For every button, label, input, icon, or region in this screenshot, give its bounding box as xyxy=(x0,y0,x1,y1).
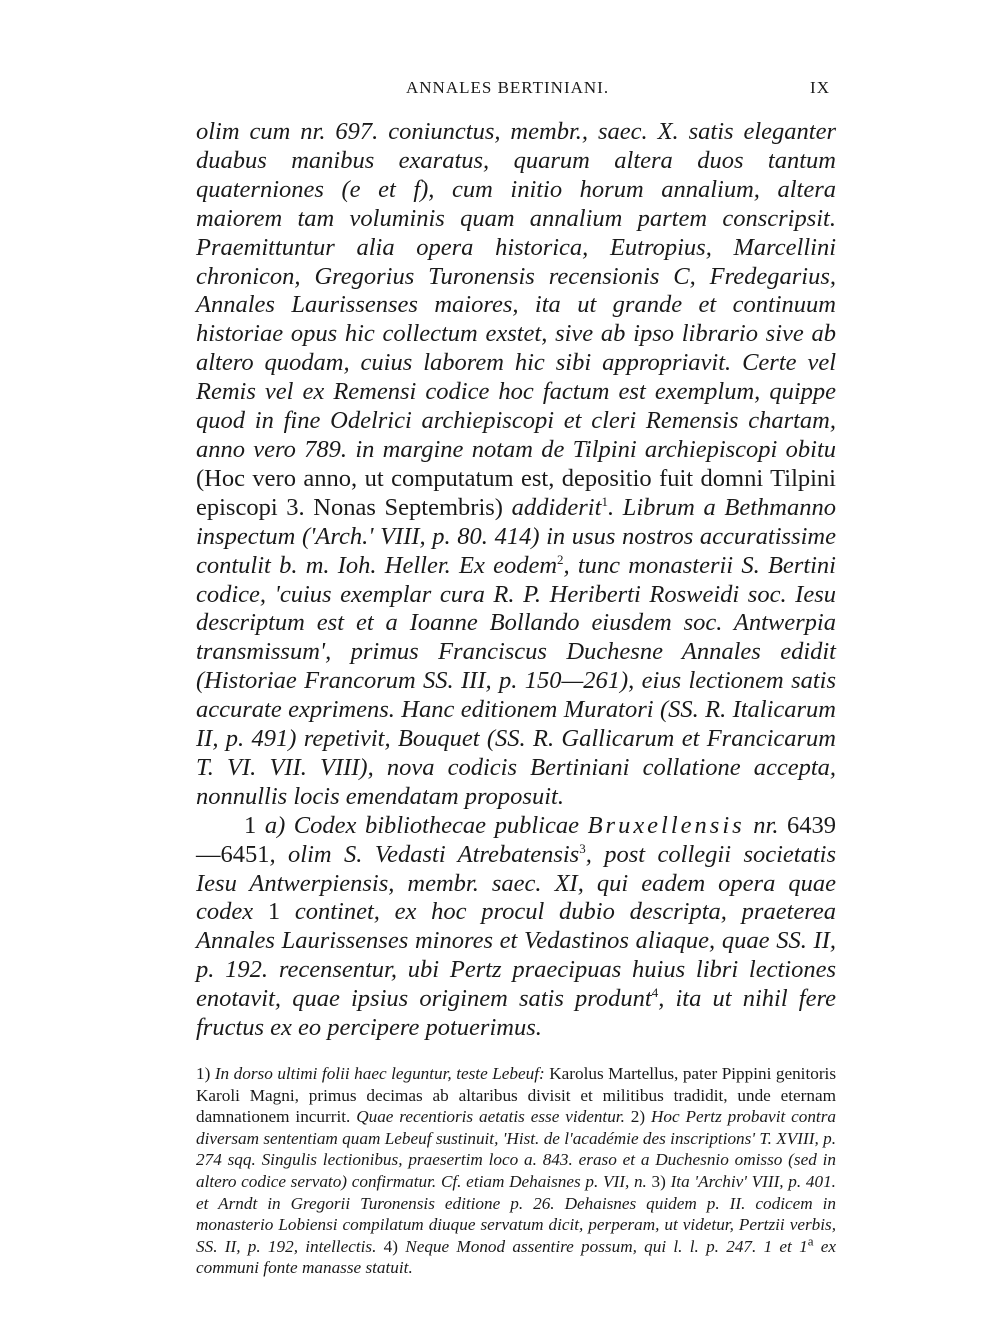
footnote-text: Hoc Pertz probavit contra diversam sententiam quam Lebeuf sustinuit, 'Hist. de l'académie des inscriptions' T. XVIII, p. 274 sqq. Singulis lectionibus, praesertim loco a. 843. eraso et a Duchesnio omisso (sed in altero codice servato) confirmatur. Cf. etiam Dehaisnes p. VII, n. xyxy=(196,1107,836,1191)
paragraph-codex-1 xyxy=(196,118,836,812)
running-head xyxy=(196,70,836,106)
text-run: addiderit xyxy=(502,493,602,521)
footnotes xyxy=(196,1063,836,1279)
main-text xyxy=(196,118,836,1043)
footnote-text: Neque Monod assentire possum, qui l. l. p. 247. 1 et 1 xyxy=(397,1236,808,1256)
text-run: , olim S. Vedasti Atrebatensis xyxy=(269,840,580,868)
footnote-text: ex communi fonte manasse statuit. xyxy=(196,1236,836,1278)
page-number: IX xyxy=(810,78,830,97)
codex-number: 1 xyxy=(267,898,281,926)
footnote-ref-2: 2 xyxy=(557,551,564,567)
text-run: a) Codex bibliothecae publicae xyxy=(264,811,588,839)
footnote-superscript: a xyxy=(807,1233,814,1249)
footnote-number: 1) xyxy=(196,1064,211,1083)
library-name: Bruxellensis xyxy=(587,811,745,839)
paragraph-codex-1a xyxy=(196,812,836,1043)
footnote-ref-4: 4 xyxy=(651,985,659,1001)
footnote-text: In dorso ultimi folii haec leguntur, teste Lebeuf: xyxy=(210,1064,545,1083)
text-run: continet, ex hoc procul dubio descripta, praeterea Annales Laurissenses minores et Vedastinos aliaque, quae SS. II, p. 192. recensentur, ubi Pertz praecipuas huius libri lectiones enotavit, quae ipsius originem satis produnt xyxy=(196,898,836,1013)
footnote-text: Quae recentioris aetatis esse videntur. xyxy=(350,1107,625,1127)
text-run: , tunc monasterii S. Bertini codice, 'cuius exemplar cura R. P. Heriberti Rosweidi soc. Iesu descriptum est et a Ioanne Bollando eiusdem soc. Antwerpia transmissum', primus Franciscus Duchesne Annales edidit (Historiae Francorum SS. III, p. 150—261), eius lectionem satis accurate exprimens. Hanc editionem Muratori (SS. R. Italicarum II, p. 491) repetivit, Bouquet (SS. R. Gallicarum et Francicarum T. VI. VII. VIII), nova codicis Bertiniani collatione accepta, nonnullis locis emendatam proposuit. xyxy=(196,551,836,810)
codex-number: 1 xyxy=(244,811,257,839)
text-run: . Librum a Bethmanno inspectum ('Arch.' VIII, p. 80. 414) in usus nostros accuratissime contulit b. m. Ioh. Heller. Ex eodem xyxy=(196,493,836,579)
footnote-number: 4) xyxy=(376,1236,398,1256)
text-run-roman: (Hoc vero anno, ut computatum est, depositio fuit domni Tilpini episcopi 3. Nonas Septembris) xyxy=(196,464,836,521)
footnote-block xyxy=(196,1063,836,1279)
book-page xyxy=(196,70,836,1279)
manuscript-number: 6439—6451 xyxy=(196,811,837,868)
footnote-ref-1: 1 xyxy=(601,493,608,509)
footnote-text: Ita 'Archiv' VIII, p. 401. et Arndt in Gregorii Turonensis editione p. 26. Dehaisnes quidem p. II. codicem in monasterio Lobiensi compilatum diuque servatum dicit, perperam, ut videtur, Pertzii verbis, SS. II, p. 192, intellectis. xyxy=(196,1171,836,1256)
footnote-ref-3: 3 xyxy=(579,840,586,856)
footnote-number: 2) xyxy=(624,1107,646,1127)
text-run: olim cum nr. 697. coniunctus, membr., saec. X. satis eleganter duabus manibus exaratus, quarum altera duos tantum quaterniones (e et f), cum initio horum annalium, altera maiorem tam voluminis quam annalium partem conscripsit. Praemittuntur alia opera historica, Eutropius, Marcellini chronicon, Gregorius Turonensis recensionis C, Fredegarius, Annales Laurissenses maiores, ita ut grande et continuum historiae opus hic collectum exstet, sive ab ipso librario sive ab altero quodam, cuius laborem hic sibi appropriavit. Certe vel Remis vel ex Remensi codice hoc factum est exemplum, quippe quod in fine Odelrici archiepiscopi et cleri Remensis chartam, anno vero 789. in margine notam de Tilpini archiepiscopi obitu xyxy=(196,118,836,463)
text-run: nr. xyxy=(744,811,788,839)
running-title: ANNALES BERTINIANI. xyxy=(406,78,610,97)
text-run: , ita ut nihil fere fructus ex eo percipere potuerimus. xyxy=(196,985,836,1042)
text-run: , post collegii societatis Iesu Antwerpiensis, membr. saec. XI, qui eadem opera quae codex xyxy=(196,840,836,926)
footnote-text: Karolus Martellus, pater Pippini genitoris Karoli Magni, primus decimas ab altaribus divisit et militibus tradidit, unde eternam damnationem incurrit. xyxy=(196,1064,837,1127)
footnote-number: 3) xyxy=(646,1171,666,1191)
